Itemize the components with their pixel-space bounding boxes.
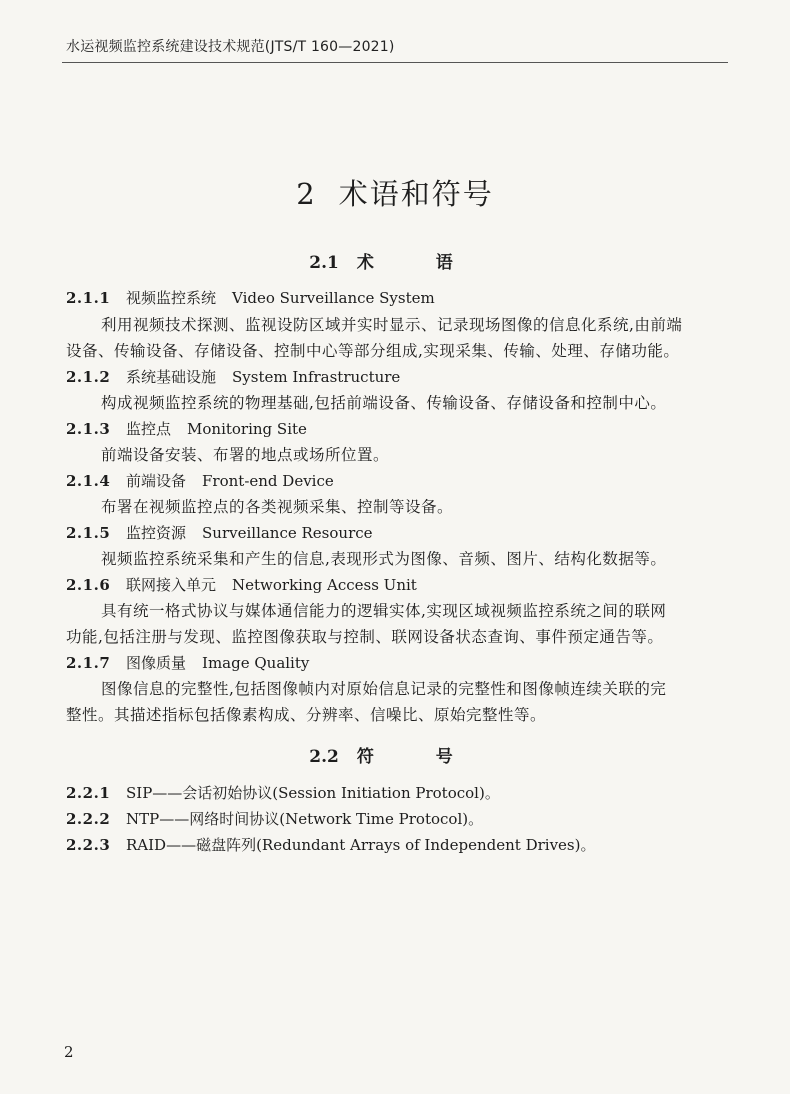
chapter-title-text: 术语和符号 [338,177,494,211]
term-definition-line: 构成视频监控系统的物理基础,包括前端设备、传输设备、存储设备和控制中心。 [101,394,667,412]
term-chinese: 图像质量 [126,654,187,672]
term-chinese: 监控点 [126,420,172,438]
term-heading [66,418,307,439]
symbol-text: RAID——磁盘阵列(Redundant Arrays of Independent Drives)。 [126,836,596,854]
section-label: 符 号 [356,747,481,767]
symbol-entry [66,834,595,855]
term-heading [66,470,334,491]
term-definition-line: 设备、传输设备、存储设备、控制中心等部分组成,实现采集、传输、处理、存储功能。 [66,342,680,360]
term-definition-line: 图像信息的完整性,包括图像帧内对原始信息记录的完整性和图像帧连续关联的完 [101,680,667,698]
page-number: 2 [64,1043,74,1061]
term-english: Video Surveillance System [232,289,435,307]
term-heading [66,652,309,673]
term-number: 2.1.5 [66,524,111,542]
running-header: 水运视频监控系统建设技术规范(JTS/T 160—2021) [66,39,395,55]
term-chinese: 视频监控系统 [126,289,217,307]
term-number: 2.1.6 [66,576,111,594]
term-heading [66,287,435,308]
symbol-text: NTP——网络时间协议(Network Time Protocol)。 [126,810,484,828]
term-heading [66,366,400,387]
term-english: System Infrastructure [232,368,401,386]
term-heading [66,522,373,543]
term-english: Surveillance Resource [202,524,373,542]
term-chinese: 前端设备 [126,472,187,490]
term-definition-line: 具有统一格式协议与媒体通信能力的逻辑实体,实现区域视频监控系统之间的联网 [101,602,667,620]
term-definition-line: 视频监控系统采集和产生的信息,表现形式为图像、音频、图片、结构化数据等。 [101,550,667,568]
section-label: 术 语 [356,253,481,273]
term-chinese: 联网接入单元 [126,576,217,594]
term-definition-line: 功能,包括注册与发现、监控图像获取与控制、联网设备状态查询、事件预定通告等。 [66,628,664,646]
term-heading [66,574,417,595]
term-english: Networking Access Unit [232,576,417,594]
symbol-entry [66,808,483,829]
term-chinese: 监控资源 [126,524,187,542]
term-number: 2.1.3 [66,420,111,438]
term-number: 2.1.4 [66,472,111,490]
symbol-entry [66,782,500,803]
term-definition-line: 整性。其描述指标包括像素构成、分辨率、信噪比、原始完整性等。 [66,706,547,724]
section-title-symbols [0,742,790,767]
chapter-title [0,172,790,213]
term-number: 2.1.1 [66,289,111,307]
symbol-number: 2.2.1 [66,784,111,802]
term-definition-line: 利用视频技术探测、监视设防区域并实时显示、记录现场图像的信息化系统,由前端 [101,316,683,334]
symbol-number: 2.2.2 [66,810,111,828]
term-number: 2.1.2 [66,368,111,386]
term-chinese: 系统基础设施 [126,368,217,386]
term-number: 2.1.7 [66,654,111,672]
section-title-terms [0,248,790,273]
section-number: 2.2 [309,747,339,767]
term-definition-line: 前端设备安装、布署的地点或场所位置。 [101,446,390,464]
term-english: Monitoring Site [187,420,307,438]
chapter-number: 2 [296,177,317,211]
symbol-number: 2.2.3 [66,836,111,854]
term-english: Front-end Device [202,472,334,490]
section-number: 2.1 [309,253,339,273]
term-definition-line: 布署在视频监控点的各类视频采集、控制等设备。 [101,498,454,516]
header-divider [62,62,728,63]
term-english: Image Quality [202,654,310,672]
symbol-text: SIP——会话初始协议(Session Initiation Protocol)。 [126,784,500,802]
